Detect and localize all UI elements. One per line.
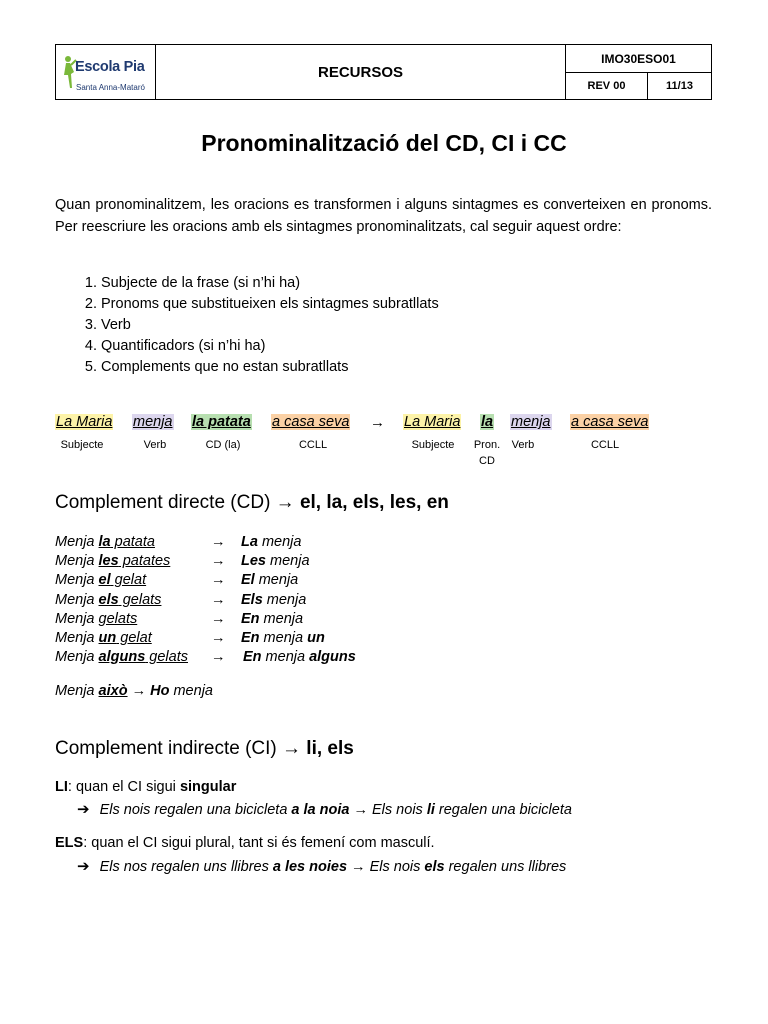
role-label: Subjecte: [411, 439, 455, 451]
cd-arrow: →: [211, 553, 226, 569]
cd-example-source: Menja gelats: [55, 611, 138, 627]
cd-arrow: →: [211, 572, 226, 588]
role-label: Verb: [511, 439, 535, 451]
example-result-subject: La Maria: [404, 414, 461, 430]
intro-paragraph: Quan pronominalitzem, les oracions es transformen i alguns sintagmes es converteixen en pronoms. Per reescriure les oracions amb els sintagmes pronominalitzats, cal seguir aquest ordre:: [55, 197, 712, 235]
role-label: CD (la): [205, 439, 241, 451]
cd-arrow: →: [211, 611, 226, 627]
cd-example-result: En menja: [241, 611, 304, 627]
ci-els-rule: ELS: quan el CI sigui plural, tant si és femení com masculí.: [55, 835, 435, 851]
arrow-bullet-icon: ➔: [77, 858, 90, 875]
cd-arrow: →: [211, 592, 226, 608]
order-list: [55, 273, 701, 378]
logo-name: Escola Pia: [75, 59, 145, 75]
ci-li-rule: LI: quan el CI sigui singular: [55, 779, 237, 795]
page-number: 11/13: [666, 80, 693, 92]
list-item: 1. Subjecte de la frase (si n’hi ha): [101, 273, 701, 294]
cd-example-result: En menja un: [241, 630, 325, 646]
list-item: 4. Quantificadors (si n’hi ha): [101, 336, 701, 357]
list-item: 3. Verb: [101, 315, 701, 336]
logo-subtitle: Santa Anna-Mataró: [76, 83, 145, 92]
transform-arrow: →: [370, 414, 385, 431]
cd-example-source: Menja un gelat: [55, 630, 152, 646]
ci-li-example: ➔ Els nois regalen una bicicleta a la noia → Els nois li regalen una bicicleta: [77, 801, 572, 818]
cd-example-source: Menja els gelats: [55, 592, 162, 608]
example-subject: La Maria: [56, 414, 113, 430]
document-header: [55, 44, 712, 100]
role-label: Verb: [143, 439, 167, 451]
cd-arrow: →: [211, 534, 226, 550]
ci-els-example: ➔ Els nos regalen uns llibres a les noies → Els nois els regalen uns llibres: [77, 858, 567, 875]
revision: REV 00: [566, 73, 648, 99]
cd-example-result: El menja: [241, 572, 299, 588]
header-title: RECURSOS: [156, 45, 566, 99]
example-cd: la patata: [192, 414, 251, 430]
cd-example-source: Menja la patata: [55, 534, 155, 550]
cd-example-result: Les menja: [241, 553, 310, 569]
example-ccll: a casa seva: [272, 414, 350, 430]
page-title: Pronominalització del CD, CI i CC: [201, 130, 567, 156]
arrow-bullet-icon: ➔: [77, 801, 90, 818]
cd-extra-example: Menja això → Ho menja: [55, 683, 213, 699]
logo: [56, 45, 156, 99]
example-verb: menja: [133, 414, 173, 430]
example-result-ccll: a casa seva: [571, 414, 649, 430]
ci-heading-pronouns: li, els: [306, 738, 354, 759]
list-item: 5. Complements que no estan subratllats: [101, 357, 701, 378]
ci-heading: [55, 738, 354, 760]
cd-example-source: Menja alguns gelats: [55, 649, 188, 665]
ci-heading-text: Complement indirecte (CI) →: [55, 738, 307, 759]
document-code: IMO30ESO01: [566, 45, 711, 73]
cd-arrow: →: [211, 649, 226, 665]
role-label: CCLL: [298, 439, 328, 451]
list-item: 2. Pronoms que substitueixen els sintagmes subratllats: [101, 294, 701, 315]
cd-heading: [55, 492, 449, 514]
example-result-verb: menja: [511, 414, 551, 430]
role-label: Subjecte: [60, 439, 104, 451]
cd-heading-pronouns: el, la, els, les, en: [299, 492, 449, 513]
example-result-pronoun: la: [481, 414, 494, 430]
role-label: CCLL: [590, 439, 620, 451]
cd-example-result: La menja: [241, 534, 302, 550]
cd-example-source: Menja les patates: [55, 553, 171, 569]
cd-arrow: →: [211, 630, 226, 646]
cd-example-source: Menja el gelat: [55, 572, 147, 588]
cd-heading-text: Complement directe (CD) →: [55, 492, 300, 513]
role-label: Pron. CD: [473, 439, 501, 467]
cd-example-result: Els menja: [241, 592, 307, 608]
cd-example-result: En menja alguns: [243, 649, 356, 665]
